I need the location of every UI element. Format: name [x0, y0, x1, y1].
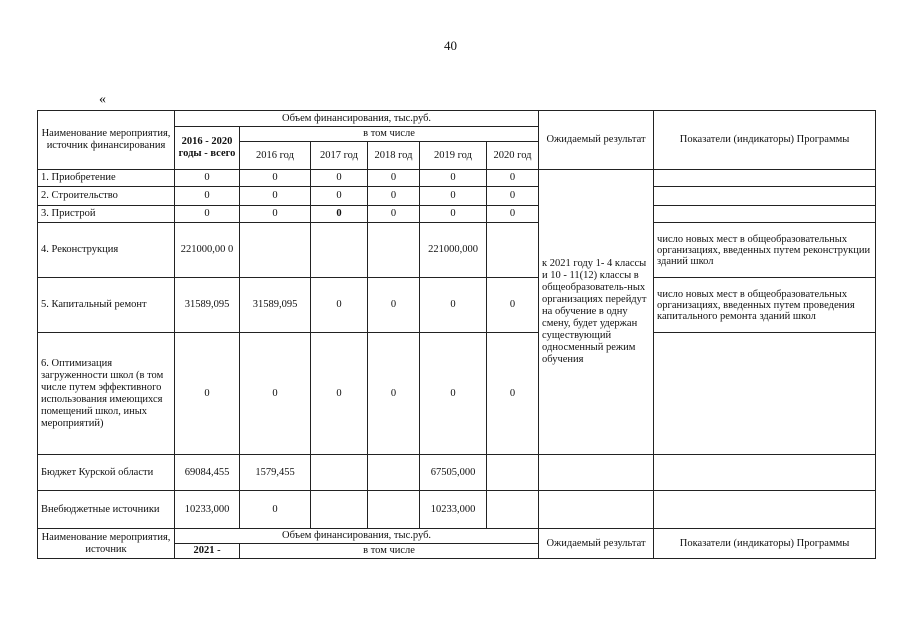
row-name: 5. Капитальный ремонт — [38, 278, 175, 333]
row-name: 1. Приобретение — [38, 170, 175, 187]
cell-2020 — [487, 455, 539, 491]
cell-2017: 0 — [311, 278, 368, 333]
open-quote: « — [99, 92, 106, 107]
cell-2020: 0 — [487, 187, 539, 206]
cell-2017: 0 — [311, 333, 368, 455]
cell-2018: 0 — [368, 206, 420, 223]
cell-2019: 221000,000 — [420, 223, 487, 278]
cell-total: 0 — [175, 333, 240, 455]
cell-indicator — [654, 491, 876, 529]
cell-2019: 0 — [420, 187, 487, 206]
footer-header-expected: Ожидаемый результат — [539, 529, 654, 559]
cell-total: 0 — [175, 206, 240, 223]
cell-total: 221000,00 0 — [175, 223, 240, 278]
cell-2018 — [368, 455, 420, 491]
cell-2017: 0 — [311, 206, 368, 223]
cell-2020: 0 — [487, 333, 539, 455]
cell-2017 — [311, 455, 368, 491]
header-2019: 2019 год — [420, 142, 487, 170]
cell-expected-empty — [539, 455, 654, 491]
cell-2018: 0 — [368, 333, 420, 455]
header-total: 2016 - 2020 годы - всего — [175, 127, 240, 170]
cell-indicator — [654, 455, 876, 491]
table-row — [38, 223, 876, 278]
cell-indicator: число новых мест в общеобразовательных организациях, введенных путем проведения капитального ремонта зданий школ — [654, 278, 876, 333]
cell-indicator — [654, 170, 876, 187]
cell-2020: 0 — [487, 170, 539, 187]
cell-2016: 31589,095 — [240, 278, 311, 333]
financing-table — [37, 110, 876, 559]
cell-2019: 0 — [420, 333, 487, 455]
row-name: 4. Реконструкция — [38, 223, 175, 278]
cell-2019: 0 — [420, 278, 487, 333]
cell-2017: 0 — [311, 187, 368, 206]
cell-total: 10233,000 — [175, 491, 240, 529]
table-row — [38, 278, 876, 333]
cell-2020 — [487, 223, 539, 278]
cell-indicator — [654, 206, 876, 223]
cell-2016 — [240, 223, 311, 278]
cell-2016: 1579,455 — [240, 455, 311, 491]
cell-2019: 67505,000 — [420, 455, 487, 491]
cell-2019: 0 — [420, 206, 487, 223]
cell-2018: 0 — [368, 278, 420, 333]
cell-indicator — [654, 333, 876, 455]
cell-2020: 0 — [487, 278, 539, 333]
cell-2016: 0 — [240, 206, 311, 223]
header-including: в том числе — [240, 127, 539, 142]
cell-2019: 10233,000 — [420, 491, 487, 529]
cell-total: 0 — [175, 170, 240, 187]
cell-total: 69084,455 — [175, 455, 240, 491]
cell-2018: 0 — [368, 187, 420, 206]
cell-total: 31589,095 — [175, 278, 240, 333]
footer-header-total: 2021 - — [175, 544, 240, 559]
cell-2018 — [368, 491, 420, 529]
cell-2016: 0 — [240, 170, 311, 187]
cell-2017: 0 — [311, 170, 368, 187]
header-2016: 2016 год — [240, 142, 311, 170]
cell-2017 — [311, 223, 368, 278]
table-row — [38, 187, 876, 206]
header-2020: 2020 год — [487, 142, 539, 170]
cell-total: 0 — [175, 187, 240, 206]
table-row — [38, 333, 876, 455]
cell-2020: 0 — [487, 206, 539, 223]
cell-2016: 0 — [240, 187, 311, 206]
table-row — [38, 491, 876, 529]
page-number: 40 — [444, 38, 457, 53]
cell-2018 — [368, 223, 420, 278]
row-name: 2. Строительство — [38, 187, 175, 206]
table-row — [38, 455, 876, 491]
footer-header-name: Наименование мероприятия, источник — [38, 529, 175, 559]
cell-expected-empty — [539, 491, 654, 529]
row-name: 3. Пристрой — [38, 206, 175, 223]
footer-header-including: в том числе — [240, 544, 539, 559]
header-2017: 2017 год — [311, 142, 368, 170]
table-row — [38, 206, 876, 223]
row-name: 6. Оптимизация загруженности школ (в том числе путем эффективного использования имеющихся помещений школ, иных мероприятий) — [38, 333, 175, 455]
cell-2019: 0 — [420, 170, 487, 187]
header-2018: 2018 год — [368, 142, 420, 170]
expected-result: к 2021 году 1- 4 классы и 10 - 11(12) классы в общеобразователь-ных организациях перейдут на обучение в одну смену, будет удержан существующий односменный режим обучения — [539, 170, 654, 455]
header-financing: Объем финансирования, тыс.руб. — [175, 111, 539, 127]
cell-indicator: число новых мест в общеобразовательных организациях, введенных путем реконструкции зданий школ — [654, 223, 876, 278]
table-row — [38, 170, 876, 187]
row-name: Бюджет Курской области — [38, 455, 175, 491]
header-indicators: Показатели (индикаторы) Программы — [654, 111, 876, 170]
row-name: Внебюджетные источники — [38, 491, 175, 529]
footer-header-financing: Объем финансирования, тыс.руб. — [175, 529, 539, 544]
footer-header-indicators: Показатели (индикаторы) Программы — [654, 529, 876, 559]
cell-2017 — [311, 491, 368, 529]
cell-2018: 0 — [368, 170, 420, 187]
cell-2016: 0 — [240, 491, 311, 529]
cell-indicator — [654, 187, 876, 206]
header-name: Наименование мероприятия, источник финансирования — [38, 111, 175, 170]
cell-2020 — [487, 491, 539, 529]
header-expected: Ожидаемый результат — [539, 111, 654, 170]
cell-2016: 0 — [240, 333, 311, 455]
